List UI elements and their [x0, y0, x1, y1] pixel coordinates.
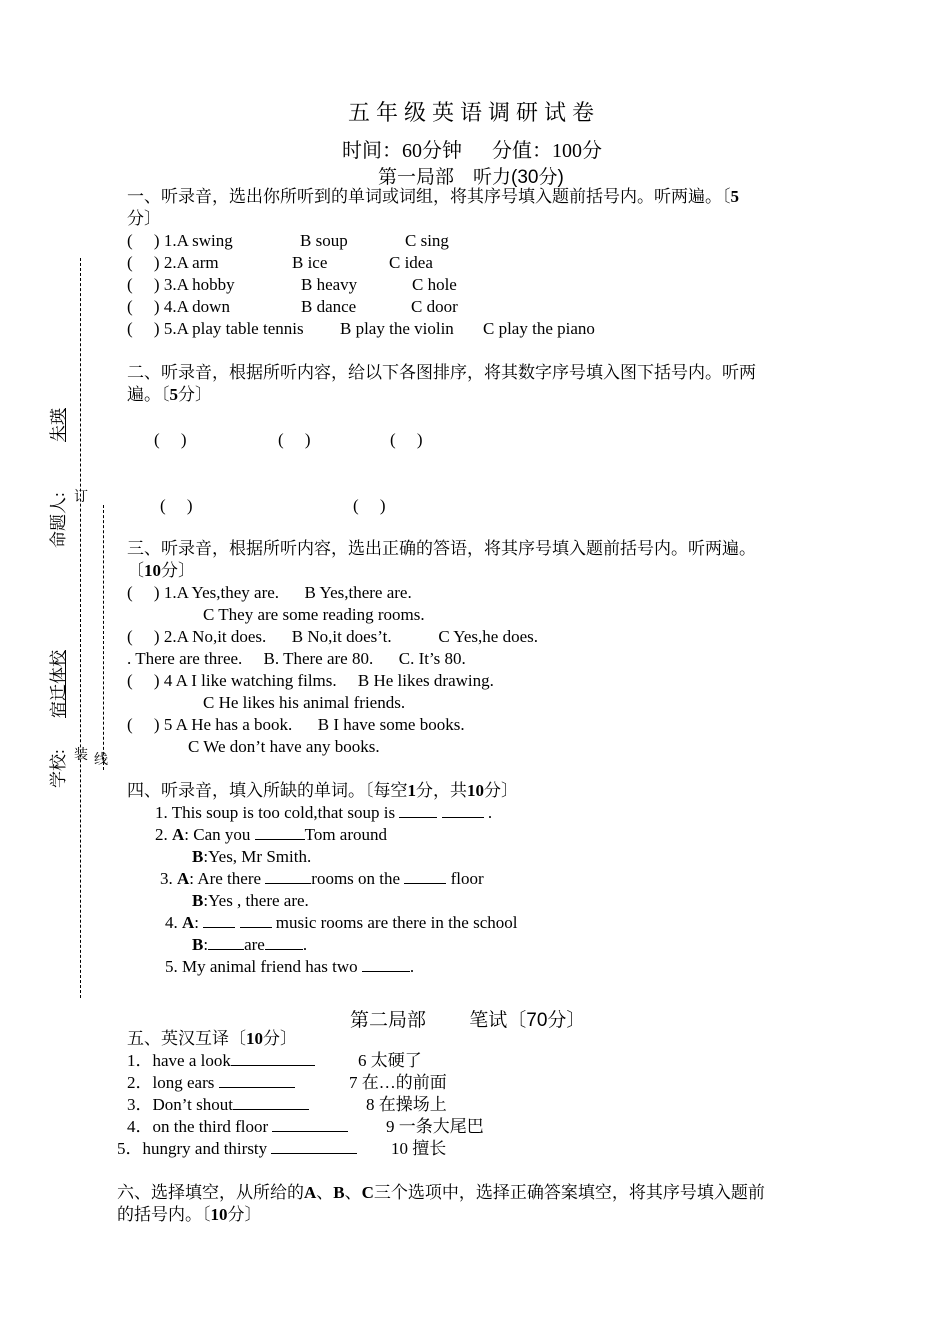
s6-instruction: 六、选择填空，从所给的A、B、C三个选项中，选择正确答案填空，将其序号填入题前 — [117, 1183, 765, 1202]
blank[interactable] — [362, 956, 410, 972]
s4-q5: 5. My animal friend has two . — [165, 957, 415, 976]
blank[interactable] — [203, 912, 235, 928]
s1-item-3-b: B heavy — [301, 275, 358, 294]
s3-instruction-cont: 〔10分〕 — [127, 561, 195, 580]
blank[interactable] — [233, 1094, 309, 1110]
s3-instruction: 三、听录音，根据所听内容，选出正确的答语，将其序号填入题前括号内。听两遍。 — [127, 539, 756, 558]
s5-item-6: 6 太硬了 — [358, 1051, 422, 1070]
s2-answer-bracket-4[interactable]: ( ) — [160, 496, 193, 515]
s4-q1: 1. This soup is too cold,that soup is . — [155, 803, 493, 822]
s3-line-5: ( ) 4 A I like watching films. B He likes drawing. — [127, 671, 494, 690]
blank[interactable] — [255, 824, 305, 840]
s1-instruction: 一、听录音，选出你所听到的单词或词组，将其序号填入题前括号内。听两遍。〔5 — [127, 187, 739, 206]
s5-item-4: 4．on the third floor — [127, 1116, 348, 1138]
s5-item-2: 2．long ears — [127, 1072, 295, 1094]
binding-line-outer — [80, 258, 81, 998]
s1-item-3-c: C hole — [412, 275, 457, 294]
s3-line-4: . There are three. B. There are 80. C. It’s 80. — [127, 649, 466, 668]
s2-answer-bracket-5[interactable]: ( ) — [353, 496, 386, 515]
blank[interactable] — [265, 934, 303, 950]
school-name: 宿迁体校 — [49, 650, 68, 718]
s1-item-1: ( ) 1.A swing — [127, 231, 233, 250]
s1-item-5: ( ) 5.A play table tennis — [127, 319, 304, 338]
s5-item-3: 3．Don’t shout — [127, 1094, 309, 1116]
s1-item-1-b: B soup — [300, 231, 348, 250]
blank[interactable] — [208, 934, 244, 950]
part2-heading: 第二局部 笔试〔70分〕 — [350, 1010, 586, 1031]
s1-item-2: ( ) 2.A arm — [127, 253, 219, 272]
s2-answer-bracket-2[interactable]: ( ) — [278, 430, 311, 449]
s3-line-1: ( ) 1.A Yes,they are. B Yes,there are. — [127, 583, 412, 602]
s4-q2-b: B:Yes, Mr Smith. — [192, 847, 312, 866]
exam-meta: 时间：60分钟 分值：100分 — [342, 140, 602, 162]
blank[interactable] — [231, 1050, 315, 1066]
s1-item-3: ( ) 3.A hobby — [127, 275, 235, 294]
s4-q2: 2. A: Can you Tom around — [155, 825, 388, 844]
s1-item-5-b: B play the violin — [340, 319, 454, 338]
s1-item-2-c: C idea — [389, 253, 433, 272]
blank[interactable] — [265, 868, 311, 884]
s4-q4-b: B: are . — [192, 935, 308, 954]
s1-item-2-b: B ice — [292, 253, 328, 272]
blank[interactable] — [399, 802, 437, 818]
s5-item-8: 8 在操场上 — [366, 1095, 447, 1114]
s1-item-4-b: B dance — [301, 297, 357, 316]
s2-instruction: 二、听录音，根据所听内容，给以下各图排序，将其数字序号填入图下括号内。听两 — [127, 363, 756, 382]
s2-answer-bracket-1[interactable]: ( ) — [154, 430, 187, 449]
s1-item-5-c: C play the piano — [483, 319, 595, 338]
s1-item-4: ( ) 4.A down — [127, 297, 230, 316]
s5-item-9: 9 一条大尾巴 — [386, 1117, 484, 1136]
s5-item-7: 7 在…的前面 — [349, 1073, 447, 1092]
blank[interactable] — [442, 802, 484, 818]
blank[interactable] — [404, 868, 446, 884]
s4-q3: 3. A: Are there rooms on the floor — [160, 869, 484, 888]
proposer-name: 朱瑛 — [49, 408, 68, 442]
s3-line-6: C He likes his animal friends. — [203, 693, 406, 712]
s2-instruction-cont: 遍。〔5分〕 — [127, 385, 212, 404]
proposer-label: 命题人: — [49, 492, 68, 548]
s5-item-5: 5．hungry and thirsty — [117, 1138, 357, 1160]
s6-instruction-cont: 的括号内。〔10分〕 — [117, 1205, 262, 1224]
s3-line-3: ( ) 2.A No,it does. B No,it does’t. C Yes,he does. — [127, 627, 538, 646]
s1-item-1-c: C sing — [405, 231, 449, 250]
binding-char-xian: 线 — [94, 753, 108, 768]
s1-instruction-cont: 分〕 — [127, 209, 161, 228]
s5-instruction: 五、英汉互译〔10分〕 — [127, 1029, 297, 1048]
s5-item-1: 1．have a look — [127, 1050, 315, 1072]
s3-line-2: C They are some reading rooms. — [203, 605, 425, 624]
binding-char-ding: 订 — [74, 490, 88, 505]
s3-line-8: C We don’t have any books. — [188, 737, 380, 756]
s1-item-4-c: C door — [411, 297, 458, 316]
binding-char-zhuang: 装 — [74, 748, 88, 763]
blank[interactable] — [219, 1072, 295, 1088]
part1-heading: 第一局部 听力(30分) — [378, 167, 564, 188]
blank[interactable] — [240, 912, 272, 928]
s3-line-7: ( ) 5 A He has a book. B I have some books. — [127, 715, 465, 734]
s5-item-10: 10 擅长 — [391, 1139, 447, 1158]
blank[interactable] — [272, 1116, 348, 1132]
s4-q4: 4. A: music rooms are there in the school — [165, 913, 518, 932]
binding-line-inner — [103, 505, 104, 770]
s4-q3-b: B:Yes , there are. — [192, 891, 309, 910]
s4-instruction: 四、听录音，填入所缺的单词。〔每空1分，共10分〕 — [127, 781, 518, 800]
school-label: 学校: — [49, 749, 68, 788]
blank[interactable] — [271, 1138, 357, 1154]
page-title: 五年级英语调研试卷 — [348, 100, 601, 125]
s2-answer-bracket-3[interactable]: ( ) — [390, 430, 423, 449]
